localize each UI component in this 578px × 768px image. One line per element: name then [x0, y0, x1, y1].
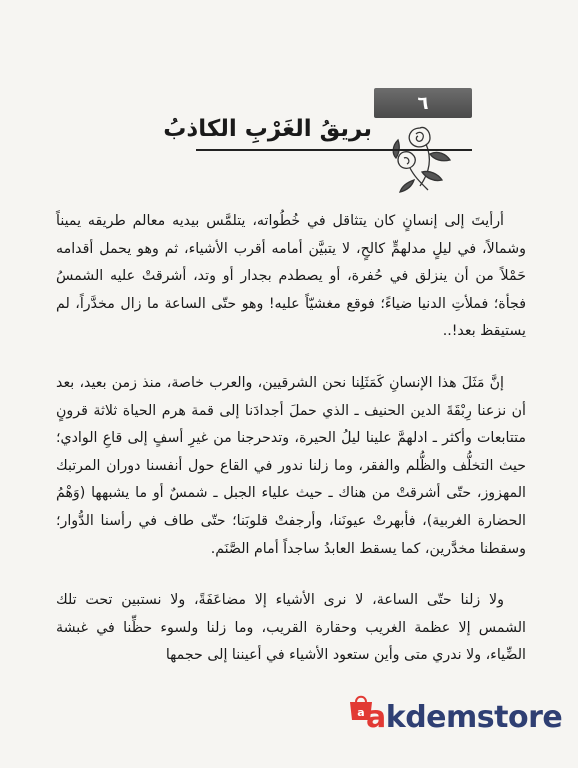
chapter-header: [0, 0, 578, 200]
akdemstore-watermark: [328, 690, 568, 750]
watermark-brand-a: a: [366, 700, 386, 735]
chapter-title: بريقُ الغَرْبِ الكاذبُ: [163, 116, 372, 142]
paragraph: إنَّ مَثَلَ هذا الإنسانِ كَمَثَلِنا نحن الشرقيين، والعرب خاصة، منذ زمن بعيد، بعد أن نزعنا رِبْقَةَ الدين الحنيف ـ الذي حملَ أجدادَنا إلى قمة هرم الحياة ثلاثة قرونٍ متتابعات وأكثر ـ ادلهمَّ علينا ليلُ الحيرة، وتدحرجنا من غيرِ أسفٍ إلى قاعِ الوادي؛ حيث التخلُّف والظُّلم والفقر، وما زلنا ندور في القاع حول أنفسنا دوران المرتبك المهزوز، حتّى أشرقتْ من هناك ـ حيث علياء الجبل ـ شمسٌ أو ما يشبهها (وَهْمُ الحضارة الغربية)، فأبهرتْ عيونَنا، وأرجفتْ قلوبَنا؛ حتّى طاف في رأسنا الدُّوار؛ وسقطنا مخدَّرين، كما يسقط العابدُ ساجداً أمام الصَّنَم.: [56, 374, 526, 557]
paragraph: ولا زلنا حتّى الساعة، لا نرى الأشياء إلا مضاعَفَةً، ولا نستبين تحت تلك الشمس إلا عظمة الغريب وحقارة القريب، وما زلنا ولسوء حظِّنا في غبشة الضِّياء، ولا ندري متى وأين ستعود الأشياء في أعيننا إلى حجمها: [56, 592, 526, 664]
chapter-badge: [374, 88, 472, 198]
watermark-brand-rest: kdemstore: [385, 700, 563, 735]
rose-ornament-icon: [380, 110, 466, 196]
svg-text:a: a: [357, 706, 365, 719]
watermark-text: [366, 700, 562, 735]
chapter-body: [56, 208, 526, 670]
paragraph: أرأيتَ إلى إنسانٍ كان يتثاقل في خُطُواته، يتلمَّس بيديه معالم طريقه يميناً وشمالاً، في ليلٍ مدلهمٍّ كالحٍ، لا يتبيَّن أمامه أقرب الأشياء، ثم وهو يحمل أقدامه حَمْلاً من أن ينزلق في حُفرة، أو يصطدم بجدار أو وتد، أشرقتْ عليه الشمسُ فجأة؛ فملأتِ الدنيا ضياءً؛ فوقع مغشيّاً عليه! وهو حتّى الساعة ما زال مخدَّراً، لم يستيقظ بعد!..: [56, 213, 526, 340]
title-underline: [196, 149, 472, 151]
chapter-number: ٦: [374, 88, 472, 118]
